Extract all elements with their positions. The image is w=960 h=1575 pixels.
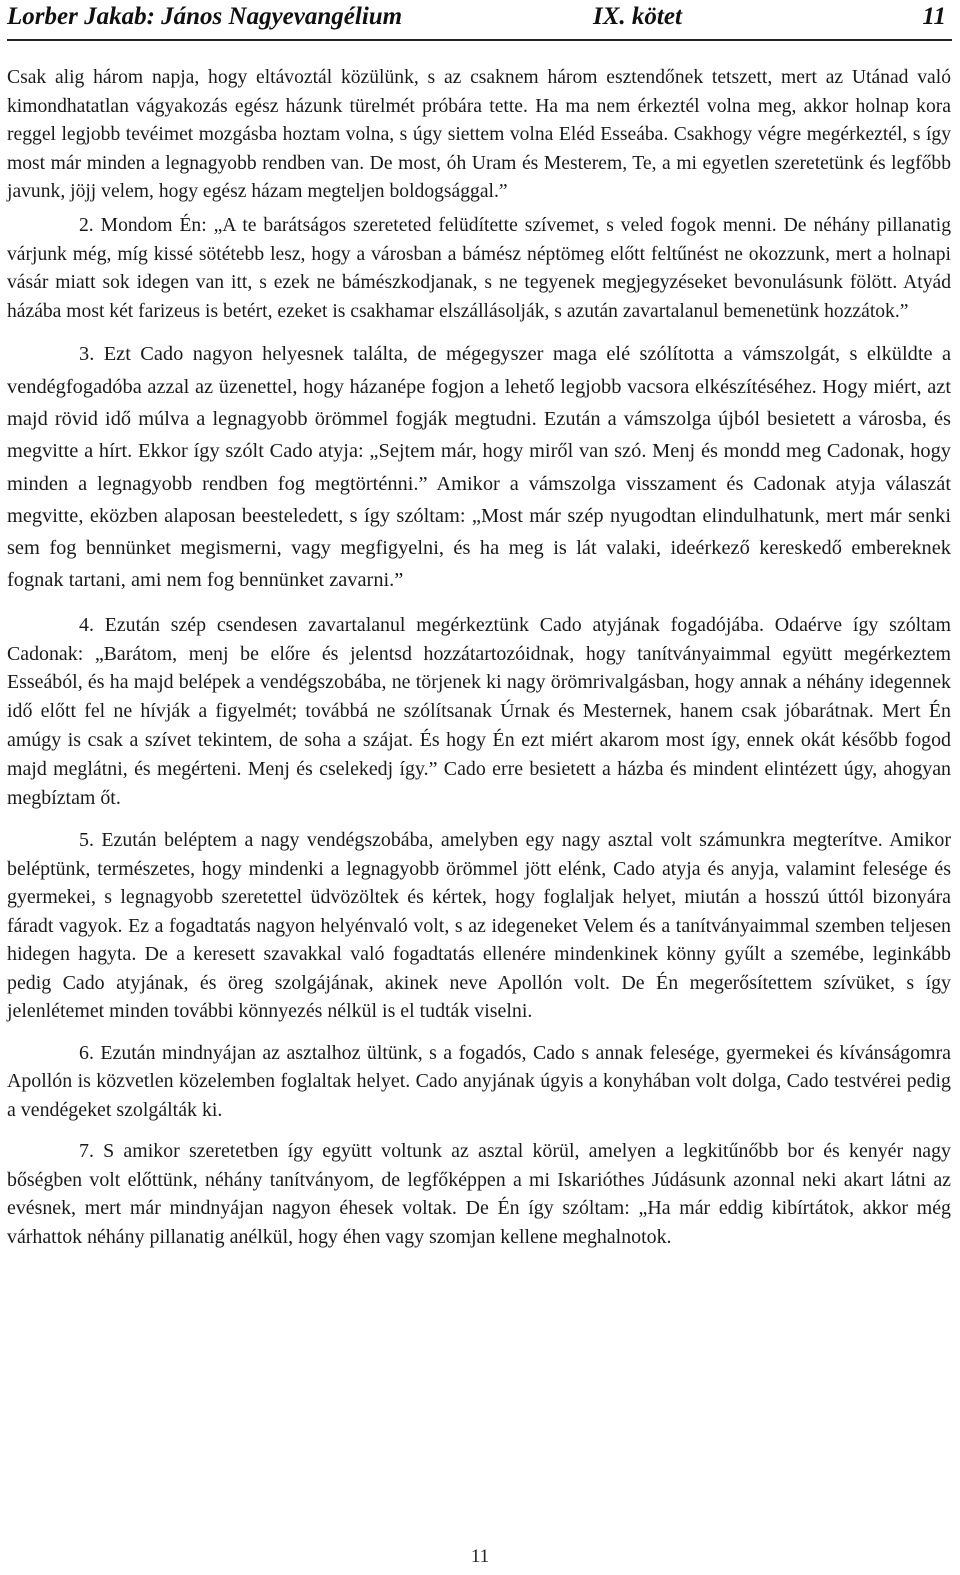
paragraph-7: 7. S amikor szeretetben így együtt voltunk az asztal körül, amelyen a legkitűnőbb bor és kenyér nagy bőségben volt előttünk, néhány tanítványom, de legfőképpen a mi Iskarióthes Júdásunk azonnal neki akart látni az evésnek, mert már mindnyájan nagyon éhesek voltak. De Én így szóltam: „Ha már eddig kibírtátok, akkor még várhattok néhány pillanatig anélkül, hogy éhen vagy szomjan kellene meghalnotok. [7,1140,951,1248]
header-rule [7,39,952,41]
header-page-number: 11 [922,3,946,30]
paragraph-6: 6. Ezután mindnyájan az asztalhoz ültünk, s a fogadós, Cado s annak felesége, gyermekei és kívánságomra Apollón is közvetlen közelemben foglaltak helyet. Cado anyjának úgyis a konyhában volt dolga, Cado testvérei pedig a vendégeket szolgálták ki. [7,1041,951,1121]
page-body [7,64,951,1251]
footer-page-number: 11 [470,1546,490,1567]
paragraph-1: Csak alig három napja, hogy eltávoztál közülünk, s az csaknem három esztendőnek tetszett, mert az Utánad való kimondhatatlan vágyakozás egész házunk türelmét próbára tette. Ha ma nem érkeztél volna meg, akkor holnap kora reggel legjobb tevéimet mozgásba hoztam volna, s úgy siettem volna Eléd Esseába. Csakhogy végre megérkeztél, s így most már minden a legnagyobb rendben van. De most, óh Uram és Mesterem, Te, a mi egyetlen szeretetünk és legfőbb javunk, jöjj velem, hogy egész házam megteljen boldogsággal.” [7,67,951,203]
paragraph-4: 4. Ezután szép csendesen zavartalanul megérkeztünk Cado atyjának fogadójába. Odaérve így szóltam Cadonak: „Barátom, menj be előre és jelentsd hozzátartozóidnak, hogy tanítványaimmal együtt megérkeztem Esseából, és ha majd belépek a vendégszobába, ne törjenek ki nagy örömrivalgásban, hogy annak a néhány idegennek idő előtt fel ne hívják a figyelmét; továbbá ne szólítsanak Úrnak és Mesternek, hanem csak jóbarátnak. Mert Én amúgy is csak a szívet tekintem, de soha a szájat. És hogy Én ezt miért akarom most így, ennek okát később fogod majd meglátni, és megérteni. Menj és cselekedj így.” Cado erre besietett a házba és mindent elintézett úgy, ahogyan megbíztam őt. [7,613,951,809]
paragraph-5: 5. Ezután beléptem a nagy vendégszobába, amelyben egy nagy asztal volt számunkra megterítve. Amikor beléptünk, természetes, hogy mindenki a legnagyobb örömmel jött elénk, Cado atyja és anyja, valamint felesége és gyermekei, s legnagyobb szeretettel üdvözöltek és kértek, hogy foglaljak helyet, miután a hosszú úttól bizonyára fáradt vagyok. Ez a fogadtatás nagyon helyénvaló volt, s az idegeneket Velem és a tanítványaimmal szemben teljesen hidegen hagyta. De a keresett szavakkal való fogadtatás ellenére mindenkinek könny gyűlt a szemébe, leginkább pedig Cado atyjának, és öreg szolgájának, akinek neve Apollón volt. De Én megerősítettem szívüket, s így jelenlétemet minden további könnyezés nélkül is el tudták viselni. [7,829,951,1023]
volume-label: IX. kötet [593,3,682,30]
paragraph-3: 3. Ezt Cado nagyon helyesnek találta, de mégegyszer maga elé szólította a vámszolgát, s elküldte a vendégfogadóba azzal az üzenettel, hogy házanépe fogjon a lehető legjobb vacsora elkészítéséhez. Hogy miért, azt majd rövid idő múlva a legnagyobb örömmel fogják megtudni. Ezután a vámszolga újból besietett a városba, és megvitte a hírt. Ekkor így szólt Cado atyja: „Sejtem már, hogy miről van szó. Menj és mondd meg Cadonak, hogy minden a legnagyobb rendben fog megtörténni.” Amikor a vámszolga visszament és Cadonak atyja válaszát megvitte, eközben alaposan beesteledett, s így szóltam: „Most már szép nyugodtan elindulhatunk, mert már senki sem fog bennünket megismerni, vagy megfigyelni, és ha meg is lát valaki, ideérkező kereskedő embereknek fognak tartani, ami nem fog bennünket zavarni.” [7,343,951,592]
running-header [7,0,950,34]
book-title: Lorber Jakab: János Nagyevangélium [7,3,403,30]
paragraph-2: 2. Mondom Én: „A te barátságos szereteted felüdítette szívemet, s veled fogok menni. De néhány pillanatig várjunk még, míg kissé sötétebb lesz, hogy a városban a bámész néptömeg előtt feltűnést ne okozzunk, mert a holnapi vásár miatt sok idegen van itt, s ezek ne bámészkodjanak, s ne tegyenek megjegyzéseket bevonulásunk fölött. Atyád házába most két farizeus is betért, ezeket is csakhamar elszállásolják, s azután zavartalanul bemenetünk hozzátok.” [7,214,951,322]
